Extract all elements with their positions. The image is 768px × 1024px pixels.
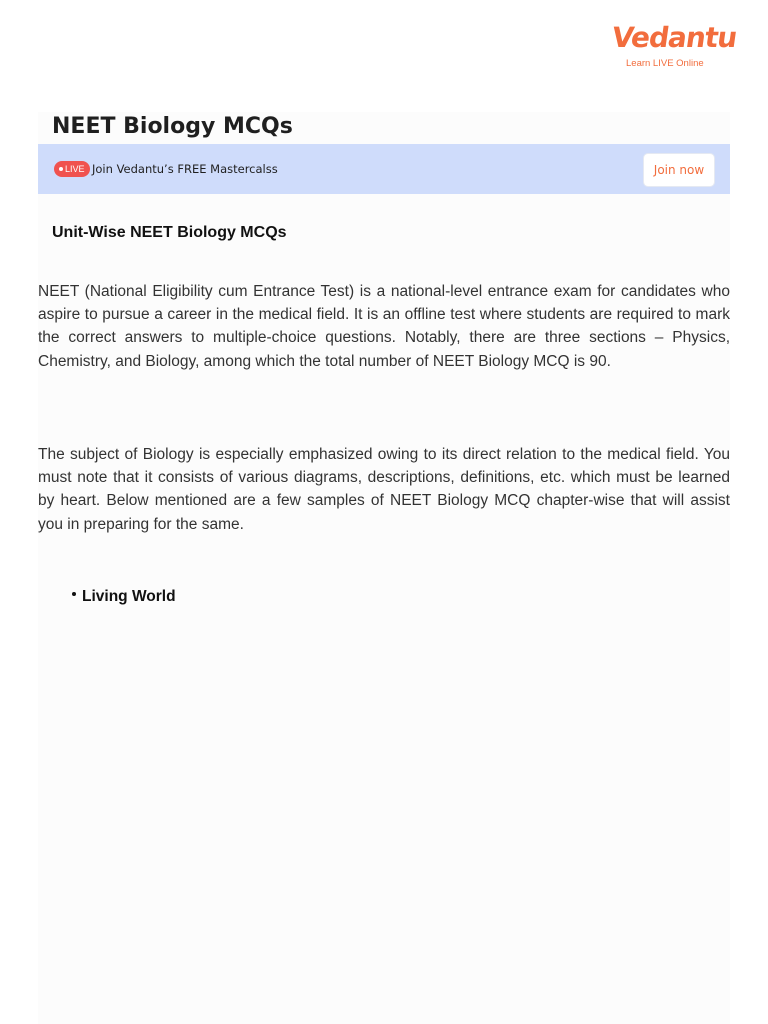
live-badge [54,161,90,177]
intro-paragraph: NEET (National Eligibility cum Entrance Test) is a national-level entrance exam for candidates who aspire to pursue a career in the medical field. It is an offline test where students are required to mark the correct answers to multiple-choice questions. Notably, there are three sections – Physics, Chemistry, and Biology, among which the total number of NEET Biology MCQ is 90. [38,283,730,370]
list-item-label: Living World [82,588,176,605]
biology-paragraph: The subject of Biology is especially emphasized owing to its direct relation to the medical field. You must note that it consists of various diagrams, descriptions, definitions, etc. which must be learned by heart. Below mentioned are a few samples of NEET Biology MCQ chapter-wise that will assist you in preparing for the same. [38,446,730,533]
chapter-list [72,586,176,608]
section-heading: Unit-Wise NEET Biology MCQs [52,224,287,241]
list-item [72,586,176,608]
masterclass-banner [38,144,730,194]
content-panel [38,112,730,1024]
page-title: NEET Biology MCQs [52,114,293,139]
join-now-button[interactable]: Join now [643,153,715,187]
live-dot-icon [59,167,63,171]
live-badge-label: LIVE [65,164,85,174]
vedantu-logo[interactable] [609,20,739,72]
logo-tagline: Learn LIVE Online [626,58,704,69]
banner-text: Join Vedantu’s FREE Mastercalss [92,162,278,176]
logo-wordmark: Vedantu [609,21,739,54]
bullet-icon [72,592,76,596]
